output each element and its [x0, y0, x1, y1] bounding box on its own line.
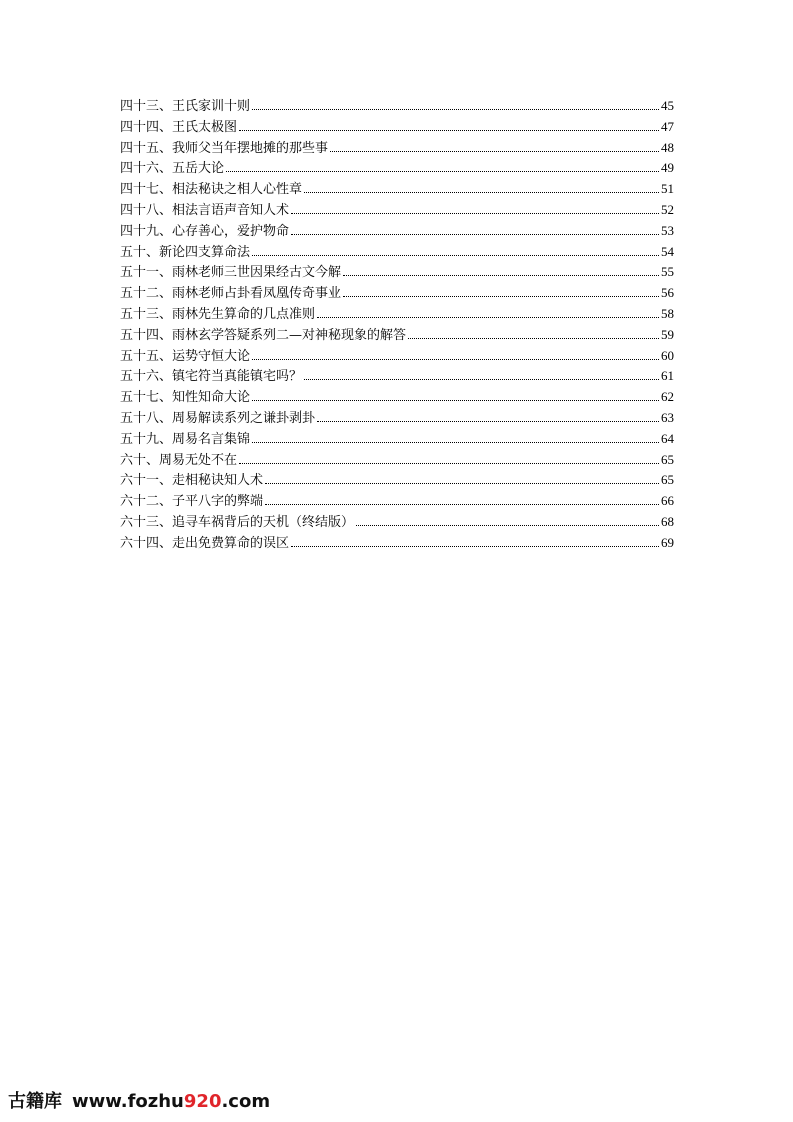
toc-entry-page-number: 65 [661, 472, 674, 488]
toc-leader-dots [408, 337, 659, 339]
toc-leader-dots [304, 191, 659, 193]
toc-entry-title: 四十六、五岳大论 [120, 161, 225, 177]
watermark-url-suffix: .com [221, 1091, 271, 1112]
toc-entry-title: 六十三、追寻车祸背后的天机（终结版） [120, 514, 355, 530]
toc-entry[interactable] [120, 533, 674, 554]
toc-leader-dots [239, 129, 659, 131]
toc-entry-title: 六十一、走相秘诀知人术 [120, 473, 264, 489]
toc-entry[interactable] [120, 366, 674, 387]
toc-entry-page-number: 53 [661, 222, 674, 238]
toc-entry[interactable] [120, 242, 674, 263]
toc-entry[interactable] [120, 408, 674, 429]
toc-leader-dots [252, 254, 659, 256]
toc-entry-page-number: 49 [661, 160, 674, 176]
toc-entry[interactable] [120, 429, 674, 450]
toc-entry-page-number: 55 [661, 264, 674, 280]
toc-entry-title: 四十九、心存善心，爱护物命 [120, 223, 290, 239]
toc-leader-dots [304, 378, 659, 380]
toc-leader-dots [226, 170, 659, 172]
toc-entry-title: 五十二、雨林老师占卦看凤凰传奇事业 [120, 286, 342, 302]
toc-entry-page-number: 63 [661, 409, 674, 425]
toc-entry-title: 五十三、雨林先生算命的几点准则 [120, 306, 316, 322]
toc-entry-page-number: 47 [661, 118, 674, 134]
toc-entry-title: 五十六、镇宅符当真能镇宅吗？ [120, 369, 303, 385]
toc-leader-dots [343, 274, 659, 276]
toc-leader-dots [252, 441, 659, 443]
toc-entry[interactable] [120, 221, 674, 242]
toc-entry[interactable] [120, 304, 674, 325]
toc-leader-dots [317, 316, 659, 318]
watermark-url-number: 920 [183, 1091, 222, 1112]
toc-entry[interactable] [120, 512, 674, 533]
toc-entry-title: 四十七、相法秘诀之相人心性章 [120, 182, 303, 198]
toc-entry-page-number: 61 [661, 368, 674, 384]
toc-entry[interactable] [120, 283, 674, 304]
toc-entry-title: 五十八、周易解读系列之谦卦剥卦 [120, 410, 316, 426]
toc-entry[interactable] [120, 158, 674, 179]
table-of-contents [120, 96, 674, 554]
toc-entry-page-number: 60 [661, 347, 674, 363]
toc-entry-page-number: 52 [661, 201, 674, 217]
toc-entry[interactable] [120, 346, 674, 367]
toc-entry-page-number: 48 [661, 139, 674, 155]
toc-leader-dots [252, 399, 659, 401]
toc-entry-title: 五十九、周易名言集锦 [120, 431, 251, 447]
toc-entry-title: 六十四、走出免费算命的误区 [120, 535, 290, 551]
toc-entry[interactable] [120, 179, 674, 200]
toc-entry-title: 四十五、我师父当年摆地摊的那些事 [120, 140, 329, 156]
toc-leader-dots [317, 420, 659, 422]
toc-entry[interactable] [120, 387, 674, 408]
toc-entry-title: 六十二、子平八字的弊端 [120, 494, 264, 510]
toc-entry[interactable] [120, 138, 674, 159]
toc-entry-page-number: 64 [661, 430, 674, 446]
toc-entry[interactable] [120, 96, 674, 117]
toc-entry-page-number: 62 [661, 389, 674, 405]
toc-entry[interactable] [120, 200, 674, 221]
toc-leader-dots [265, 503, 659, 505]
toc-entry-title: 六十、周易无处不在 [120, 452, 238, 468]
toc-entry[interactable] [120, 470, 674, 491]
toc-entry-title: 四十八、相法言语声音知人术 [120, 202, 290, 218]
toc-entry-title: 五十一、雨林老师三世因果经古文今解 [120, 265, 342, 281]
toc-leader-dots [356, 524, 659, 526]
toc-entry-page-number: 65 [661, 451, 674, 467]
toc-entry-page-number: 45 [661, 98, 674, 113]
toc-entry[interactable] [120, 262, 674, 283]
site-watermark [8, 1090, 270, 1114]
toc-entry-title: 五十四、雨林玄学答疑系列二—对神秘现象的解答 [120, 327, 407, 343]
toc-leader-dots [239, 462, 659, 464]
toc-entry-title: 四十三、王氏家训十则 [120, 99, 251, 114]
toc-entry-title: 五十七、知性知命大论 [120, 390, 251, 406]
toc-entry[interactable] [120, 450, 674, 471]
toc-leader-dots [343, 295, 659, 297]
toc-entry-page-number: 59 [661, 326, 674, 342]
toc-entry-page-number: 69 [661, 534, 674, 550]
toc-entry-page-number: 58 [661, 305, 674, 321]
toc-leader-dots [291, 233, 659, 235]
toc-entry-page-number: 54 [661, 243, 674, 259]
toc-leader-dots [265, 482, 659, 484]
toc-entry-title: 五十五、运势守恒大论 [120, 348, 251, 364]
toc-leader-dots [252, 108, 659, 110]
toc-leader-dots [291, 545, 659, 547]
toc-leader-dots [252, 358, 659, 360]
watermark-url-prefix: www.fozhu [72, 1091, 184, 1112]
toc-leader-dots [291, 212, 659, 214]
toc-entry-title: 五十、新论四支算命法 [120, 244, 251, 260]
toc-entry-page-number: 51 [661, 181, 674, 197]
watermark-site-name: 古籍库 [8, 1091, 62, 1112]
toc-entry[interactable] [120, 325, 674, 346]
toc-leader-dots [330, 150, 659, 152]
toc-entry-page-number: 56 [661, 285, 674, 301]
toc-entry-page-number: 66 [661, 493, 674, 509]
toc-entry-page-number: 68 [661, 513, 674, 529]
toc-entry-title: 四十四、王氏太极图 [120, 119, 238, 135]
toc-entry[interactable] [120, 491, 674, 512]
toc-entry[interactable] [120, 117, 674, 138]
